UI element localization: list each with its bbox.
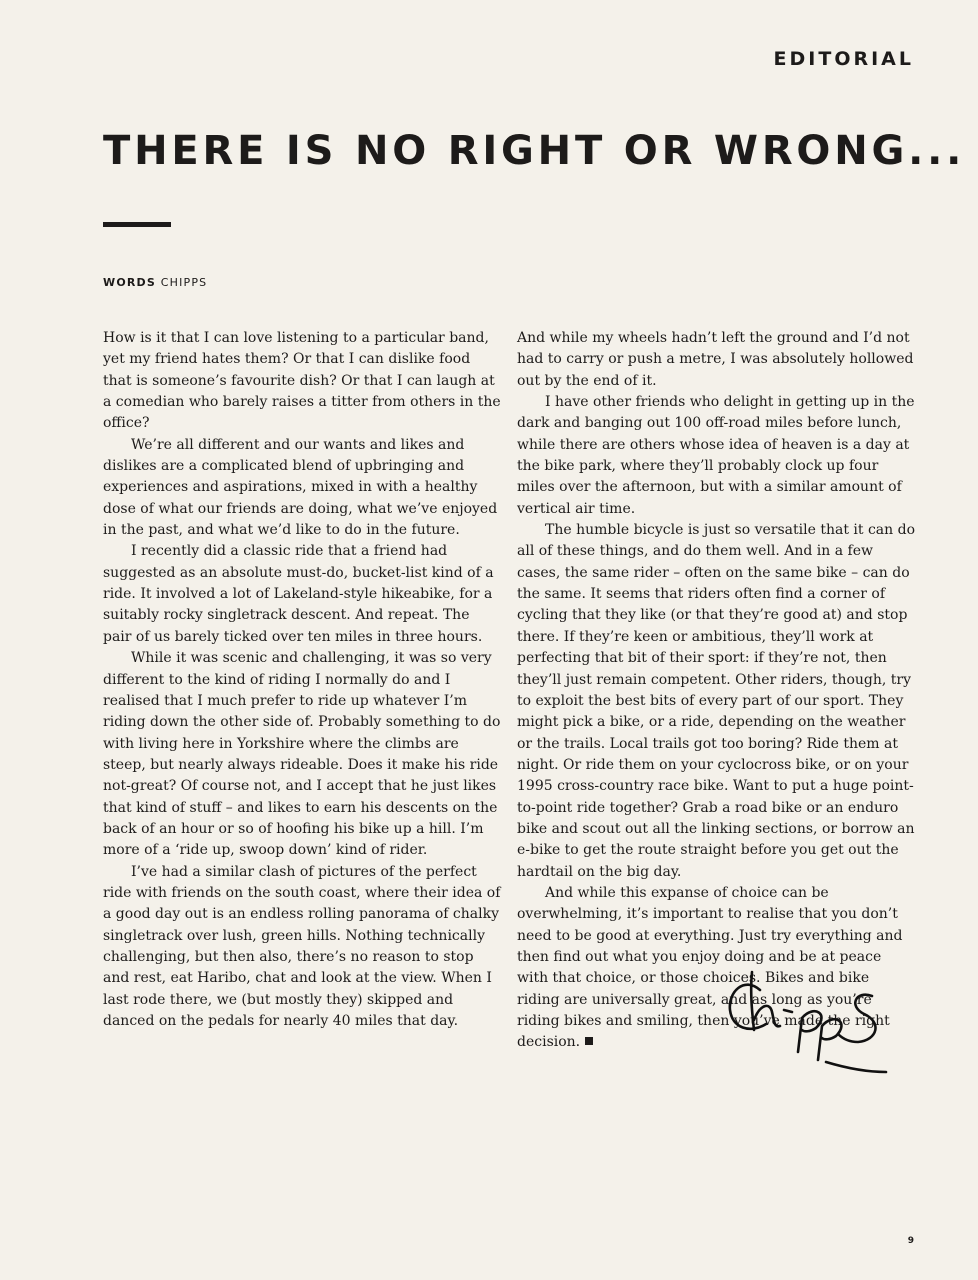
paragraph: We’re all different and our wants and likes and dislikes are a complicated blend of upbringing and experiences and aspirations, mixed in with a healthy dose of what our friends are doing, what we’ve enjoyed in the past, and what we’d like to do in the future. (103, 436, 498, 539)
paragraph-text: And while this expanse of choice can be overwhelming, it’s important to realise that you don’t need to be good at everything. Just try everything and then find out what you enjoy doing and be at peace with that choice, or those choices. Bikes and bike riding are universally great, and as long as you’re riding bikes and smiling, then you’ve made the right decision. (517, 884, 903, 1051)
headline-rule (103, 222, 171, 227)
signature (722, 968, 902, 1078)
paragraph: How is it that I can love listening to a particular band, yet my friend hates them? Or that I can dislike food that is someone’s favourite dish? Or that I can laugh at a comedian who barely raises a titter from others in the office? (103, 330, 501, 432)
paragraph: The humble bicycle is just so versatile that it can do all of these things, and do them well. And in a few cases, the same rider – often on the same bike – can do the same. It seems that riders often find a corner of cycling that they like (or that they’re good at) and stop there. If they’re keen or ambitious, they’ll work at perfecting that bit of their sport: if they’re not, then they’ll just remain competent. Other riders, though, try to exploit the best bits of every part of our sport. They might pick a bike, or a ride, depending on the weather or the trails. Local trails got too boring? Ride them at night. Or ride them on your cyclocross bike, or on your 1995 cross-country race bike. Want to put a huge point-to-point ride together? Grab a road bike or an enduro bike and scout out all the linking sections, or borrow an e-bike to get the route straight before you get out the hardtail on the big day. (517, 522, 916, 880)
article-column-right (517, 328, 915, 1054)
byline-author: CHIPPS (160, 276, 208, 289)
paragraph: And while my wheels hadn’t left the ground and I’d not had to carry or push a metre, I was absolutely hollowed out by the end of it. (517, 330, 914, 389)
headline: THERE IS NO RIGHT OR WRONG... (103, 128, 966, 174)
paragraph: I recently did a classic ride that a friend had suggested as an absolute must-do, bucket-list kind of a ride. It involved a lot of Lakeland-style hikeabike, for a suitably rocky singletrack descent. And repeat. The pair of us barely ticked over ten miles in three hours. (103, 543, 494, 645)
paragraph: I have other friends who delight in getting up in the dark and banging out 100 off-road miles before lunch, while there are others whose idea of heaven is a day at the bike park, where they’ll probably clock up four miles over the afternoon, but with a similar amount of vertical air time. (517, 394, 915, 517)
page-number: 9 (907, 1236, 914, 1246)
byline-label: WORDS (103, 276, 157, 289)
section-label: EDITORIAL (773, 48, 914, 70)
paragraph: I’ve had a similar clash of pictures of the perfect ride with friends on the south coast, where their idea of a good day out is an endless rolling panorama of chalky singletrack over lush, green hills. Nothing technically challenging, but then also, there’s no reason to stop and rest, eat Haribo, chat and look at the view. When I last rode there, we (but mostly they) skipped and danced on the pedals for nearly 40 miles that day. (103, 863, 501, 1029)
byline (103, 276, 207, 289)
article-column-left (103, 328, 501, 1032)
paragraph: While it was scenic and challenging, it was so very different to the kind of riding I normally do and I realised that I much prefer to ride up whatever I’m riding down the other side of. Probably something to do with living here in Yorkshire where the climbs are steep, but nearly always rideable. Does it make his ride not-great? Of course not, and I accept that he just likes that kind of stuff – and likes to earn his descents on the back of an hour or so of hoofing his bike up a hill. I’m more of a ‘ride up, swoop down’ kind of rider. (103, 650, 501, 859)
end-mark-icon (585, 1037, 593, 1045)
